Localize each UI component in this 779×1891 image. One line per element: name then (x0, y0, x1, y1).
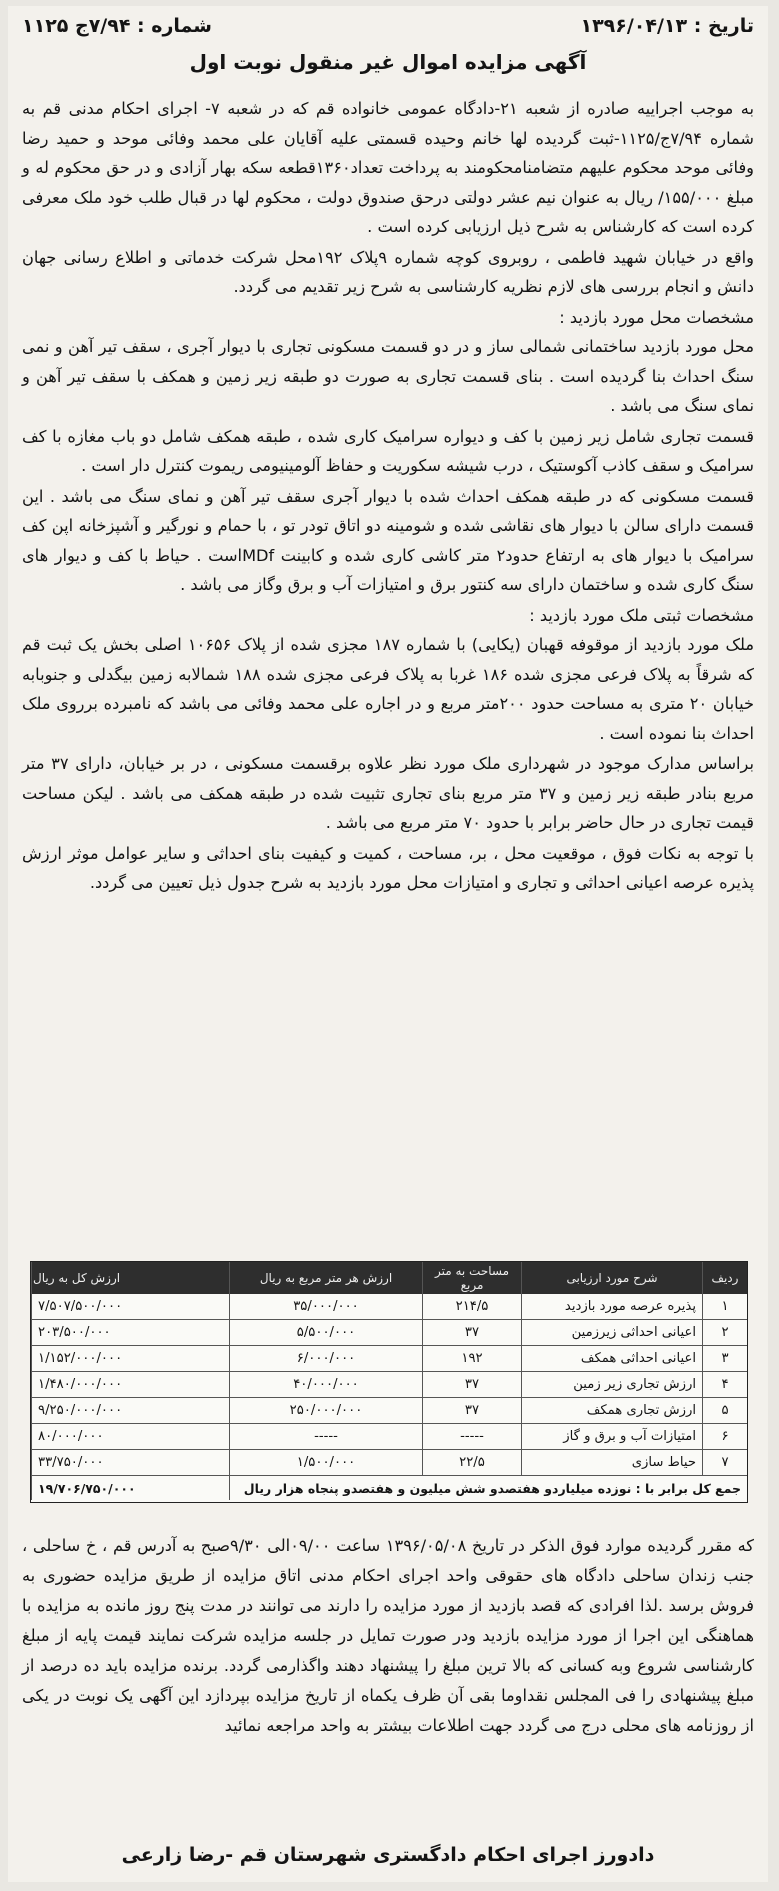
row-unit-price: ۶/۰۰۰/۰۰۰ (230, 1346, 423, 1372)
header-cell: شرح مورد ارزیابی (522, 1262, 703, 1294)
row-unit-price: ۲۵۰/۰۰۰/۰۰۰ (230, 1398, 423, 1424)
notice-page (8, 6, 768, 1882)
notice-body (22, 94, 754, 899)
row-total: ۸۰/۰۰۰/۰۰۰ (32, 1424, 230, 1450)
section-title-registry: مشخصات ثبتی ملک مورد بازدید : (529, 605, 754, 625)
table-header-row (32, 1262, 748, 1294)
row-total: ۲۰۳/۵۰۰/۰۰۰ (32, 1320, 230, 1346)
section-title-site: مشخصات محل مورد بازدید : (559, 307, 754, 327)
row-total: ۷/۵۰۷/۵۰۰/۰۰۰ (32, 1294, 230, 1320)
row-area: ۱۹۲ (423, 1346, 522, 1372)
row-index: ۳ (703, 1346, 748, 1372)
row-index: ۵ (703, 1398, 748, 1424)
row-total: ۹/۲۵۰/۰۰۰/۰۰۰ (32, 1398, 230, 1424)
row-area: ۲۲/۵ (423, 1450, 522, 1476)
row-area: ۳۷ (423, 1398, 522, 1424)
row-unit-price: ۴۰/۰۰۰/۰۰۰ (230, 1372, 423, 1398)
row-index: ۴ (703, 1372, 748, 1398)
paragraph-commercial: قسمت تجاری شامل زیر زمین با کف و دیواره سرامیک کاری شده ، طبقه همکف شامل دو باب مغازه با کف سرامیک و سقف کاذب آکوستیک ، درب شیشه سکوریت و حفاظ آلومینیومی ریموت کنترل دار است . (22, 426, 754, 475)
row-area: ۳۷ (423, 1320, 522, 1346)
row-title: ارزش تجاری زیر زمین (522, 1372, 703, 1398)
row-unit-price: ۳۵/۰۰۰/۰۰۰ (230, 1294, 423, 1320)
row-title: اعیانی احداثی همکف (522, 1346, 703, 1372)
table-total-row (32, 1476, 748, 1501)
notice-header (8, 6, 768, 46)
row-title: حیاط سازی (522, 1450, 703, 1476)
table-row (32, 1346, 748, 1372)
row-area: ----- (423, 1424, 522, 1450)
table-row (32, 1450, 748, 1476)
row-area: ۳۷ (423, 1372, 522, 1398)
row-index: ۲ (703, 1320, 748, 1346)
paragraph-valuation: با توجه به نکات فوق ، موقعیت محل ، بر، مساحت ، کمیت و کیفیت بنای احداثی و سایر عوامل موثر ارزش پذیره عرصه اعیانی احداثی و تجاری و امتیازات محل مورد بازدید به شرح جدول ذیل تعیین می گردد. (22, 843, 754, 892)
header-cell: ردیف (703, 1262, 748, 1294)
row-area: ۲۱۴/۵ (423, 1294, 522, 1320)
row-index: ۶ (703, 1424, 748, 1450)
row-title: اعیانی احداثی زیرزمین (522, 1320, 703, 1346)
number-label: شماره : ۷/۹۴ج ۱۱۲۵ (22, 15, 212, 37)
paragraph-registry: ملک مورد بازدید از موقوفه قهبان (یکایی) با شماره ۱۸۷ مجزی شده از پلاک ۱۰۶۵۶ اصلی بخش یک ثبت قم که شرقاً به پلاک فرعی مجزی شده ۱۸۶ غربا به پلاک فرعی مجزی شده ۱۸۸ شمالابه زمین بیگدلی و جنوبابه خیابان ۲۰ متری به مساحت حدود ۲۰۰متر مربع و در اجاره علی محمد وفائی می باشد که نامبرده برروی ملک احداث بنا نموده است . (22, 635, 754, 743)
signature-line: دادورز اجرای احکام دادگستری شهرستان قم -رضا زارعی (121, 1844, 655, 1866)
header-cell: ارزش هر متر مربع به ریال (230, 1262, 423, 1294)
notice-title: آگهی مزایده اموال غیر منقول نوبت اول (189, 50, 587, 74)
row-title: پذیره عرصه مورد بازدید (522, 1294, 703, 1320)
row-index: ۷ (703, 1450, 748, 1476)
table-row (32, 1294, 748, 1320)
paragraph-location: واقع در خیابان شهید فاطمی ، روبروی کوچه شماره ۹پلاک ۱۹۲محل شرکت خدماتی و اطلاع رسانی جهان دانش و انجام بررسی های لازم نظریه کارشناسی به شرح زیر تقدیم می گردد. (22, 247, 754, 296)
row-unit-price: ۵/۵۰۰/۰۰۰ (230, 1320, 423, 1346)
table-row (32, 1372, 748, 1398)
paragraph-building: محل مورد بازدید ساختمانی شمالی ساز و در دو قسمت مسکونی تجاری با دیوار آجری ، سقف تیر آهن و نمی سنگ احداث بنا گردیده است . بنای قسمت تجاری به صورت دو طبقه زیر زمین و همکف با سقف تیر آهن و نمای سنگ می باشد . (22, 337, 754, 415)
row-title: ارزش تجاری همکف (522, 1398, 703, 1424)
total-value: ۱۹/۷۰۶/۷۵۰/۰۰۰ (32, 1476, 230, 1501)
row-index: ۱ (703, 1294, 748, 1320)
valuation-table (30, 1261, 748, 1503)
row-unit-price: ----- (230, 1424, 423, 1450)
row-total: ۱/۱۵۲/۰۰۰/۰۰۰ (32, 1346, 230, 1372)
row-title: امتیازات آب و برق و گاز (522, 1424, 703, 1450)
paragraph-residential: قسمت مسکونی که در طبقه همکف احداث شده با دیوار آجری سقف تیر آهن و نمای سنگ می باشد . این قسمت دارای سالن با دیوار های نقاشی شده و شومینه دو اتاق تودر تو ، با حمام و نورگیر و آشپزخانه اپن کف سرامیک با دیوار های به ارتفاع حدود۲ متر کاشی کاری شده و کابینت MDfاست . حیاط با کف و دیوار های سنگ کاری شده و ساختمان دارای سه کنتور برق و امتیازات آب و برق وگاز می باشد . (22, 486, 754, 594)
date-label: تاریخ : ۱۳۹۶/۰۴/۱۳ (580, 15, 754, 37)
row-total: ۱/۴۸۰/۰۰۰/۰۰۰ (32, 1372, 230, 1398)
paragraph-municipal: براساس مدارک موجود در شهرداری ملک مورد نظر علاوه برقسمت مسکونی ، در بر خیابان، دارای ۳۷ متر مربع بنادر طبقه زیر زمین و ۳۷ متر مربع بنای تجاری تثبیت شده در طبقه همکف می باشد . لیکن مساحت قیمت تجاری در حال حاضر برابر با حدود ۷۰ متر مربع می باشد . (22, 754, 754, 832)
table-row (32, 1398, 748, 1424)
header-cell: ارزش کل به ریال (32, 1262, 230, 1294)
table-row (32, 1320, 748, 1346)
total-label: جمع کل برابر با : نوزده میلیاردو هفتصدو شش میلیون و هفتصدو پنجاه هزار ریال (230, 1476, 748, 1501)
paragraph-intro: به موجب اجراییه صادره از شعبه ۲۱-دادگاه عمومی خانواده قم که در شعبه ۷- اجرای احکام مدنی قم به شماره ۷/۹۴ج/۱۱۲۵-ثبت گردیده لها خانم وحیده قسمتی علیه آقایان علی محمد وفائی موحد و حمید رضا وفائی موحد محکوم علیهم متضامنامحکومند به پرداخت تعداد۱۳۶۰قطعه سکه بهار آزادی و در حق محکوم له و مبلغ ۱۵۵/۰۰۰/ ریال به عنوان نیم عشر دولتی درحق صندوق دولت ، محکوم لها در قبال طلب خود ملک معرفی کرده است که کارشناس به شرح ذیل ارزیابی کرده است . (22, 99, 755, 236)
row-total: ۳۳/۷۵۰/۰۰۰ (32, 1450, 230, 1476)
row-unit-price: ۱/۵۰۰/۰۰۰ (230, 1450, 423, 1476)
closing-paragraph: که مقرر گردیده موارد فوق الذکر در تاریخ ۱۳۹۶/۰۵/۰۸ ساعت ۰۹/۰۰الی ۹/۳۰صبح به آدرس قم ، خ ساحلی ، جنب زندان ساحلی دادگاه های حقوقی واحد اجرای احکام مدنی اتاق مزایده از طریق مزایده حضوری به فروش برسد .لذا افرادی که قصد بازدید از مورد مزایده را دارند می توانند در مدت پنج روز مانده به مزایده با هماهنگی این اجرا از مورد مزایده بازدید ودر صورت تمایل در جلسه مزایده شرکت نمایند قیمت پایه از مبلغ کارشناسی شروع وبه کسانی که بالا ترین مبلغ را پیشنهاد دهند واگذارمی گردد. برنده مزایده باید ده درصد از مبلغ پیشنهادی را فی المجلس نقداوما بقی آن ظرف یکماه از تاریخ مزایده بپردازد این آگهی یک نوبت در یکی از روزنامه های محلی درج می گردد جهت اطلاعات بیشتر به واحد مراجعه نمائید (22, 1536, 755, 1735)
header-cell: مساحت به متر مربع (423, 1262, 522, 1294)
table-row (32, 1424, 748, 1450)
